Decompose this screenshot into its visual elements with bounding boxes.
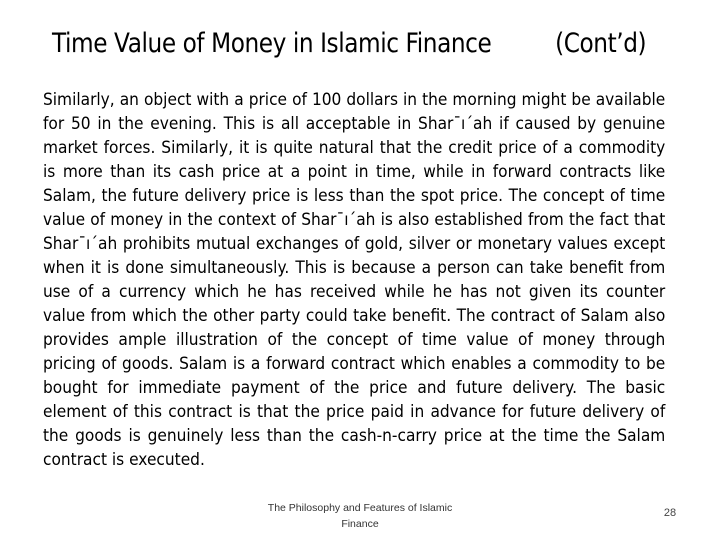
page-number: 28 [663,507,677,519]
slide-title-main: Time Value of Money in Islamic Finance [52,28,492,59]
slide-body-text: Similarly, an object with a price of 100 dollars in the morning might be available for 50 in the evening. This is all acceptable in Shar¯ı´ah if caused by genuine market forces. Similarly, it is quite natural that the credit price of a commodity is more than its cash price at a point in time, while in forward contracts like Salam, the future delivery price is less than the spot price. The concept of time value of money in the context of Shar¯ı´ah is also established from the fact that Shar¯ı´ah prohibits mutual exchanges of gold, silver or monetary values except when it is done simultaneously. This is because a person can take benefit from use of a currency which he has received while he has not given its counter value from which the other party could take benefit. The contract of Salam also provides ample illustration of the concept of time value of money through pricing of goods. Salam is a forward contract which enables a commodity to be bought for immediate payment of the price and future delivery. The basic element of this contract is that the price paid in advance for future delivery of the goods is genuinely less than the cash-n-carry price at the time the Salam contract is executed. [43,90,666,469]
slide-title [52,28,647,76]
slide-title-continued: (Cont’d) [555,28,647,59]
slide-footer: The Philosophy and Features of Islamic Finance [267,502,453,530]
